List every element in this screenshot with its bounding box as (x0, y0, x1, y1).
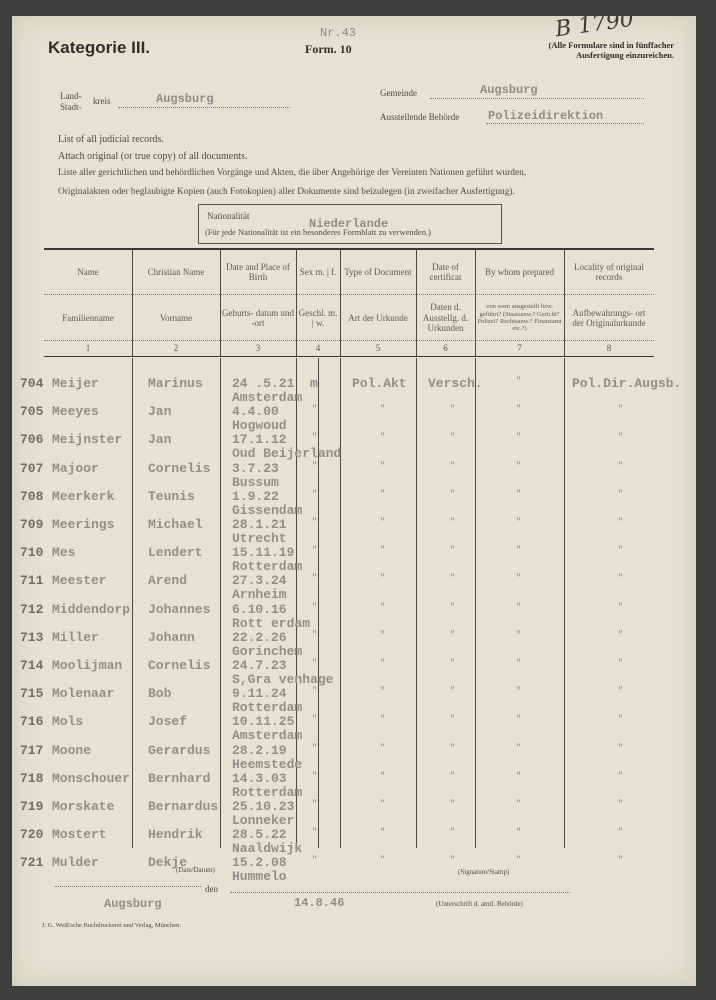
birth-place: Amsterdam (232, 728, 303, 744)
birth-place: Arnheim (232, 587, 287, 603)
column-number: 1 (85, 343, 91, 354)
family-name: Meerings (52, 517, 115, 532)
form-number: Nr.43 (320, 26, 357, 40)
records-locality: " (618, 432, 624, 443)
document-type: " (380, 601, 386, 612)
sex: " (312, 799, 318, 809)
first-name: Teunis (148, 488, 195, 504)
column-header-de: Daten d. Ausstellg. d. Urkunden (422, 302, 469, 334)
first-name: Arend (148, 573, 188, 589)
records-locality: " (618, 545, 624, 556)
date-value: 14.8.46 (294, 896, 345, 910)
sex: " (312, 714, 318, 725)
document-type: " (380, 404, 386, 415)
header-column-divider (475, 248, 476, 356)
birth-date: 22.2.26 (232, 629, 287, 645)
first-name: Cornelis (148, 460, 211, 476)
records-locality: " (618, 770, 624, 781)
birth-date: 9.11.24 (232, 686, 287, 702)
land-label: Land- (60, 91, 82, 101)
prepared-by: " (516, 799, 522, 809)
document-type: " (380, 770, 386, 781)
column-header-de: Familienname (62, 312, 114, 323)
sex: " (312, 601, 318, 612)
table-row (0, 799, 716, 827)
record-number: 707 (20, 460, 44, 476)
birth-date: 10.11.25 (232, 714, 295, 730)
family-name: Morskate (52, 799, 115, 814)
records-locality: " (618, 742, 624, 753)
certificate-date: " (450, 714, 456, 725)
certificate-date: " (450, 658, 456, 668)
sex: " (312, 517, 318, 527)
place-value: Augsburg (104, 897, 162, 911)
sex: " (312, 686, 318, 697)
records-locality: " (618, 799, 624, 809)
sex: " (312, 460, 318, 471)
sex: " (312, 770, 318, 781)
record-number: 718 (20, 770, 44, 786)
records-locality: " (618, 573, 624, 584)
records-locality: " (618, 517, 624, 527)
family-name: Meijnster (52, 432, 123, 448)
document-type: " (380, 827, 386, 838)
certificate-date: " (450, 488, 456, 499)
sex: " (312, 488, 318, 499)
family-name: Miller (52, 629, 99, 645)
record-number: 706 (20, 432, 44, 448)
nationality-box (198, 204, 502, 244)
birth-place: Hogwoud (232, 418, 287, 434)
first-name: Jan (148, 432, 172, 448)
gemeinde-label: Gemeinde (380, 88, 417, 98)
family-name: Monschouer (52, 770, 131, 786)
birth-date: 3.7.23 (232, 460, 279, 476)
birth-date: 24 .5.21 (232, 376, 295, 391)
document-type: " (380, 573, 386, 584)
sex: " (312, 658, 318, 668)
sex: " (312, 742, 318, 753)
gemeinde-value: Augsburg (480, 83, 538, 97)
column-header-en: Locality of original records (574, 261, 644, 282)
record-number: 704 (20, 376, 44, 391)
prepared-by: " (516, 658, 522, 668)
prepared-by: " (516, 376, 522, 386)
family-name: Mols (52, 714, 84, 730)
family-name: Moone (52, 742, 92, 758)
instruction-de-2: Originalakten oder beglaubigte Kopien (auch Fotokopien) aller Dokumente sind beizulegen (in zweifacher Ausfertigung). (58, 187, 515, 197)
stadt-label: Stadt- (60, 102, 82, 112)
birth-place: Hummelo (232, 869, 287, 885)
table-row (0, 686, 716, 714)
prepared-by: " (516, 827, 522, 838)
table-row (0, 827, 716, 855)
record-number: 711 (20, 573, 44, 589)
instruction-de-1: Liste aller gerichtlichen und behördlichen Vorgänge und Akten, die über Angehörige der Vereinten Nationen geführt wurden, (58, 168, 527, 178)
column-number: 6 (443, 343, 448, 354)
first-name: Cornelis (148, 658, 211, 673)
family-name: Majoor (52, 460, 99, 476)
place-line (55, 886, 201, 887)
document-type: Pol.Akt (352, 376, 407, 391)
header-column-divider (220, 248, 221, 356)
certificate-date: " (450, 799, 456, 809)
birth-date: 28.1.21 (232, 517, 287, 532)
column-header-en: Date of certificat (429, 261, 462, 282)
submission-instruction (468, 40, 674, 60)
column-header-de: Vorname (159, 312, 193, 323)
column-number: 8 (606, 343, 612, 354)
certificate-date: " (450, 573, 456, 584)
birth-place: Bussum (232, 474, 279, 490)
prepared-by: " (516, 404, 522, 415)
birth-place: Rotterdam (232, 559, 303, 575)
column-header-en: By whom prepared (485, 266, 554, 277)
certificate-date: " (450, 742, 456, 753)
birth-place: Gorinchem (232, 643, 303, 659)
certificate-date: " (450, 432, 456, 443)
certificate-date: " (450, 629, 456, 640)
sex: " (312, 404, 318, 415)
table-row (0, 602, 716, 630)
column-header-en: Christian Name (147, 266, 205, 277)
first-name: Johannes (148, 601, 211, 617)
table-row (0, 573, 716, 601)
document-type: " (380, 545, 386, 556)
instruction-line-1: (Alle Formulare sind in fünffacher (548, 40, 674, 50)
records-locality: " (618, 686, 624, 697)
document-type: " (380, 517, 386, 527)
family-name: Meerkerk (52, 488, 115, 504)
sex: " (312, 573, 318, 584)
first-name: Lendert (148, 545, 203, 561)
certificate-date: Versch. (428, 376, 483, 391)
column-header-de: von wem ausgestellt bzw. geführt? (Staatsanw.? Gericht? Polizei? Rechtsanw.? Finanzamt etc.?) (477, 303, 562, 333)
birth-place: Oud Beijerland (232, 446, 342, 462)
header-column-divider (132, 248, 133, 356)
document-type: " (380, 658, 386, 668)
signature-line (230, 892, 570, 893)
family-name: Molenaar (52, 686, 115, 702)
record-number: 713 (20, 629, 44, 645)
gemeinde-field (430, 85, 644, 99)
birth-date: 15.11.19 (232, 545, 295, 561)
record-number: 721 (20, 855, 44, 871)
document-type: " (380, 714, 386, 725)
prepared-by: " (516, 517, 522, 527)
kreis-value: Augsburg (156, 92, 214, 106)
first-name: Jan (148, 404, 172, 420)
prepared-by: " (516, 714, 522, 725)
record-number: 712 (20, 601, 44, 617)
date-caption: (Date/Datum) (176, 866, 215, 874)
certificate-date: " (450, 404, 456, 415)
birth-date: 6.10.16 (232, 601, 287, 617)
column-number: 2 (173, 343, 179, 354)
family-name: Meester (52, 573, 107, 589)
records-table-header (44, 248, 654, 358)
record-number: 719 (20, 799, 44, 814)
table-row (0, 545, 716, 573)
authority-caption: (Unterschrift d. amtl. Behörde) (436, 900, 523, 908)
instruction-en-1: List of all judicial records. (58, 134, 164, 145)
instruction-line-2: Ausfertigung einzureichen. (575, 50, 674, 60)
record-number: 710 (20, 545, 44, 561)
family-name: Mulder (52, 855, 99, 871)
first-name: Josef (148, 714, 188, 730)
signature-caption: (Signature/Stamp) (458, 868, 510, 876)
table-row (0, 771, 716, 799)
prepared-by: " (516, 629, 522, 640)
first-name: Bernardus (148, 799, 219, 814)
document-type: " (380, 742, 386, 753)
den-label: den (205, 884, 218, 894)
header-column-divider (416, 248, 417, 356)
birth-place: Utrecht (232, 531, 287, 546)
table-row (0, 432, 716, 460)
birth-date: 25.10.23 (232, 799, 295, 814)
document-type: " (380, 460, 386, 471)
certificate-date: " (450, 517, 456, 527)
birth-place: Rotterdam (232, 784, 303, 800)
birth-date: 1.9.22 (232, 488, 279, 504)
family-name: Meijer (52, 376, 99, 391)
behoerde-field (486, 110, 644, 124)
record-number: 709 (20, 517, 44, 532)
prepared-by: " (516, 855, 522, 866)
family-name: Moolijman (52, 658, 123, 673)
nationality-note: (Für jede Nationalität ist ein besonderes Formblatt zu verwenden.) (205, 227, 431, 237)
certificate-date: " (450, 460, 456, 471)
table-row (0, 714, 716, 742)
document-type: " (380, 432, 386, 443)
certificate-date: " (450, 855, 456, 866)
table-row (0, 630, 716, 658)
certificate-date: " (450, 770, 456, 781)
first-name: Hendrik (148, 827, 203, 843)
family-name: Mostert (52, 827, 107, 843)
nationality-label: Nationalität (207, 211, 250, 221)
first-name: Dekje (148, 855, 188, 871)
kreis-label: kreis (93, 96, 111, 106)
header-column-divider (340, 248, 341, 356)
table-row (0, 489, 716, 517)
birth-date: 27.3.24 (232, 573, 287, 589)
record-number: 716 (20, 714, 44, 730)
records-locality: " (618, 601, 624, 612)
records-locality: " (618, 658, 624, 668)
certificate-date: " (450, 601, 456, 612)
form-label: Form. 10 (305, 42, 352, 56)
column-number: 3 (255, 343, 261, 354)
prepared-by: " (516, 545, 522, 556)
sex: " (312, 545, 318, 556)
column-header-en: Sex m. | f. (299, 266, 337, 277)
birth-date: 17.1.12 (232, 432, 287, 448)
table-row (0, 658, 716, 686)
first-name: Marinus (148, 376, 203, 391)
column-number: 4 (315, 343, 321, 354)
prepared-by: " (516, 601, 522, 612)
record-number: 720 (20, 827, 44, 843)
column-header-de: Aufbewahrungs- ort der Originalurkunde (572, 307, 646, 328)
land-stadt-label (60, 91, 82, 113)
document-type: " (380, 488, 386, 499)
birth-place: Rotterdam (232, 700, 303, 716)
records-locality: " (618, 714, 624, 725)
records-locality: " (618, 855, 624, 866)
document-type: " (380, 629, 386, 640)
sex: " (312, 827, 318, 838)
record-number: 715 (20, 686, 44, 702)
sex: " (312, 432, 318, 443)
column-header-de: Geschl. m. | w. (298, 307, 338, 328)
header-column-divider (296, 248, 297, 356)
first-name: Bob (148, 686, 172, 702)
table-row (0, 376, 716, 404)
record-number: 708 (20, 488, 44, 504)
first-name: Gerardus (148, 742, 211, 758)
column-header-de: Geburts- datum und -ort (222, 307, 294, 328)
record-number: 717 (20, 742, 44, 758)
table-row (0, 517, 716, 545)
records-locality: " (618, 827, 624, 838)
nationality-value: Niederlande (309, 217, 389, 231)
behoerde-label: Ausstellende Behörde (380, 112, 460, 122)
table-row (0, 404, 716, 432)
prepared-by: " (516, 770, 522, 781)
instruction-en-2: Attach original (or true copy) of all documents. (58, 151, 248, 162)
first-name: Johann (148, 629, 195, 645)
certificate-date: " (450, 545, 456, 556)
birth-date: 24.7.23 (232, 658, 287, 673)
family-name: Meeyes (52, 404, 99, 420)
birth-place: Naaldwijk (232, 841, 303, 857)
birth-place: Rott erdam (232, 615, 311, 631)
prepared-by: " (516, 686, 522, 697)
document-type: " (380, 686, 386, 697)
prepared-by: " (516, 573, 522, 584)
birth-place: Gissendam (232, 502, 303, 518)
header-column-divider (564, 248, 565, 356)
records-locality: " (618, 629, 624, 640)
certificate-date: " (450, 686, 456, 697)
column-header-de: Art der Urkunde (348, 312, 408, 323)
certificate-date: " (450, 827, 456, 838)
birth-date: 28.5.22 (232, 827, 287, 843)
records-locality: " (618, 488, 624, 499)
family-name: Middendorp (52, 601, 131, 617)
printer-imprint: J. G. Weiß'sche Buchdruckerei und Verlag, München. (42, 922, 182, 929)
record-number: 714 (20, 658, 44, 673)
birth-place: Amsterdam (232, 390, 303, 405)
prepared-by: " (516, 742, 522, 753)
prepared-by: " (516, 488, 522, 499)
handwritten-reference: B 1790 (553, 6, 636, 43)
records-locality: Pol.Dir.Augsb. (572, 376, 682, 391)
column-number: 7 (517, 343, 522, 354)
column-header-en: Name (77, 266, 99, 277)
prepared-by: " (516, 460, 522, 471)
record-number: 705 (20, 404, 44, 420)
table-row (0, 855, 716, 883)
sex: " (312, 629, 318, 640)
birth-place: Lonneker (232, 813, 295, 828)
category-title: Kategorie III. (48, 38, 151, 57)
column-number: 5 (375, 343, 381, 354)
behoerde-value: Polizeidirektion (488, 109, 604, 123)
birth-place: Heemstede (232, 756, 303, 772)
first-name: Michael (148, 517, 203, 532)
birth-date: 28.2.19 (232, 742, 287, 758)
document-type: " (380, 855, 386, 866)
records-locality: " (618, 460, 624, 471)
birth-date: 14.3.03 (232, 770, 287, 786)
sex: " (312, 855, 318, 866)
sex: m (310, 376, 318, 391)
column-header-en: Type of Document (344, 266, 412, 277)
birth-place: S,Gra venhage (232, 672, 334, 687)
family-name: Mes (52, 545, 76, 561)
kreis-field (118, 94, 290, 108)
records-locality: " (618, 404, 624, 415)
table-row (0, 461, 716, 489)
column-header-en: Date and Place of Birth (226, 261, 290, 282)
table-row (0, 743, 716, 771)
birth-date: 15.2.08 (232, 855, 287, 871)
prepared-by: " (516, 432, 522, 443)
document-type: " (380, 799, 386, 809)
first-name: Bernhard (148, 770, 211, 786)
birth-date: 4.4.00 (232, 404, 279, 420)
